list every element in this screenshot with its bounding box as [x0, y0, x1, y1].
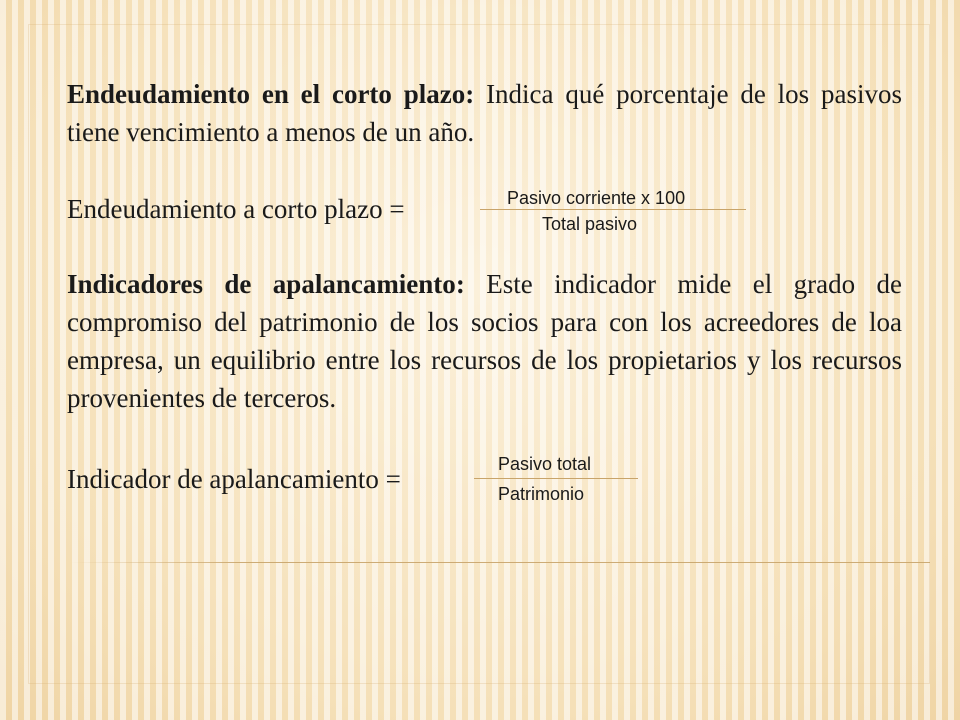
term-leverage: Indicadores de apalancamiento — [67, 269, 456, 299]
term-short-term-debt: Endeudamiento en el corto plazo — [67, 79, 466, 109]
formula-leverage-denominator: Patrimonio — [498, 484, 585, 504]
formula-short-term-debt-denominator: Total pasivo — [542, 214, 638, 234]
formula-short-term-debt-label: Endeudamiento a corto plazo = — [67, 194, 405, 224]
fraction-bar — [474, 478, 638, 479]
definition-short-term-debt — [67, 75, 902, 151]
fraction-bar — [480, 209, 746, 210]
formula-leverage-numerator: Pasivo total — [498, 454, 592, 474]
definition-leverage — [67, 265, 902, 417]
decorative-rule — [70, 562, 930, 563]
term-colon: : — [455, 269, 465, 299]
term-colon: : — [465, 79, 475, 109]
formula-leverage-label: Indicador de apalancamiento = — [67, 464, 401, 494]
formula-short-term-debt-numerator: Pasivo corriente x 100 — [507, 188, 686, 208]
definition-text: Indica qué porcentaje de los pasivos tiene vencimiento a menos de un año. — [67, 79, 902, 147]
definition-text: Este indicador mide el grado de compromiso del patrimonio de los socios para con los acreedores de loa empresa, un equilibrio entre los recursos de los propietarios y los recursos provenientes de terceros. — [67, 269, 902, 413]
